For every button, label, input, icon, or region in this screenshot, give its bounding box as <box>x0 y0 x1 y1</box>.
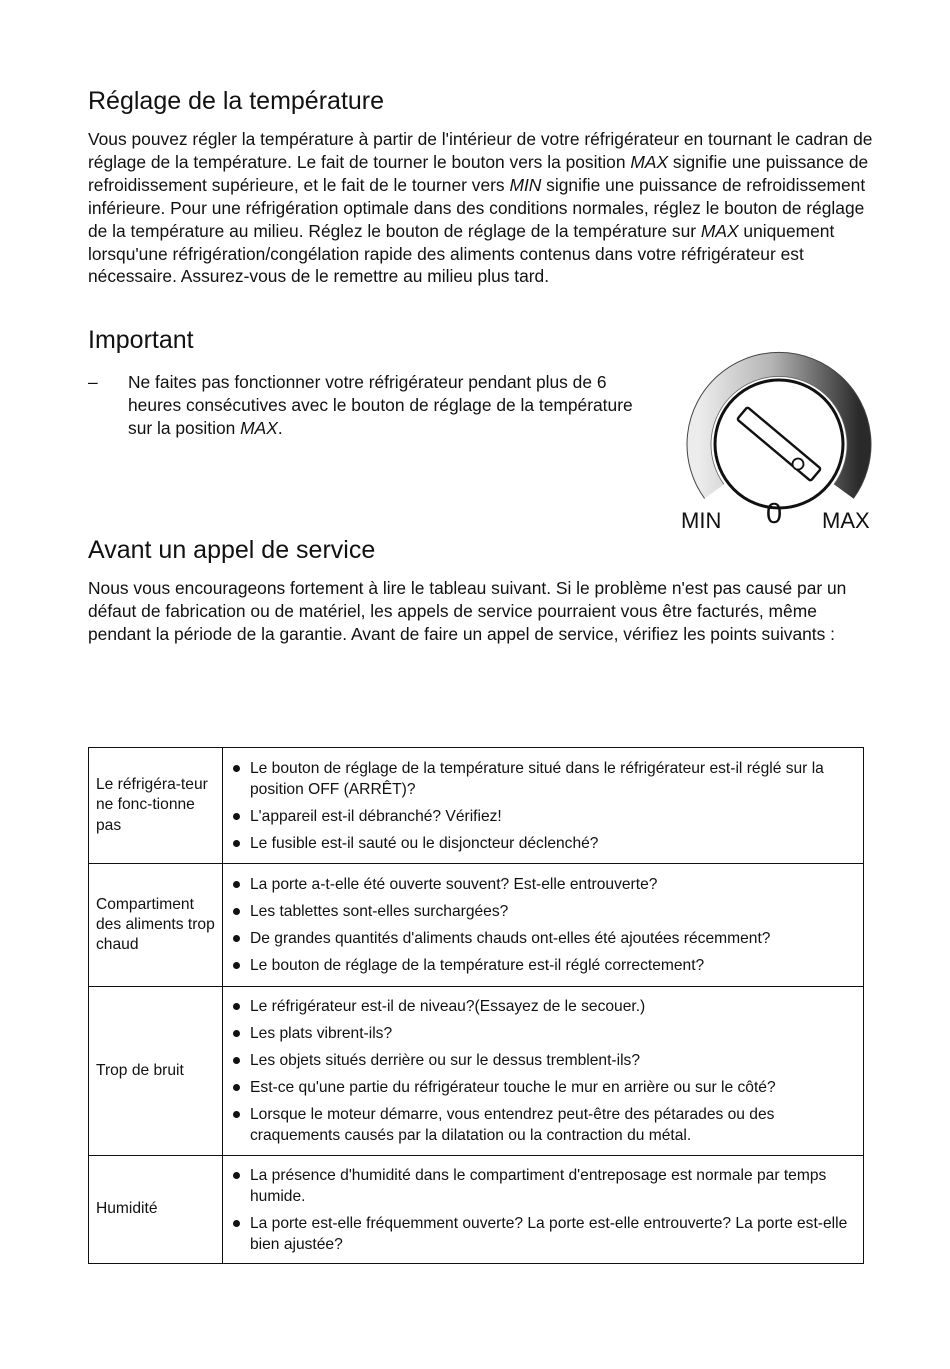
problem-cell: Compartiment des aliments trop chaud <box>89 864 223 987</box>
dial-min-label: MIN <box>681 508 722 533</box>
temperature-text-2: signifie une puissance de refroidissement supérieure, et le fait de le tourner vers <box>88 151 869 195</box>
min-word: MIN <box>509 174 542 195</box>
dial-zero-label: 0 <box>766 498 783 530</box>
list-item: Les plats vibrent-ils? <box>232 1023 855 1044</box>
temperature-heading: Réglage de la température <box>88 87 385 115</box>
troubleshooting-table <box>88 747 864 1264</box>
list-item: Lorsque le moteur démarre, vous entendrez peut-être des pétarades ou des craquements causés par la dilatation ou la contraction du métal. <box>232 1104 855 1146</box>
list-item: Le bouton de réglage de la température situé dans le réfrigérateur est-il réglé sur la position OFF (ARRÊT)? <box>232 758 855 800</box>
temperature-text-4: uniquement lorsqu'une réfrigération/congélation rapide des aliments contenus dans votre réfrigérateur est nécessaire. Assurez-vous de le remettre au milieu plus tard. <box>88 220 835 287</box>
temperature-text-3: signifie une puissance de refroidissement inférieure. Pour une réfrigération optimale dans des conditions normales, réglez le bouton de réglage de la température au milieu. Réglez le bouton de réglage de la température sur <box>88 174 866 241</box>
list-item: Est-ce qu'une partie du réfrigérateur touche le mur en arrière ou sur le côté? <box>232 1077 855 1098</box>
table-row <box>89 987 864 1156</box>
max-word: MAX <box>240 417 278 438</box>
temperature-text-1: Vous pouvez régler la température à partir de l'intérieur de votre réfrigérateur en tournant le cadran de réglage de la température. Le fait de tourner le bouton vers la position <box>88 129 873 172</box>
temperature-dial-illustration <box>675 342 885 538</box>
list-item: De grandes quantités d'aliments chauds ont-elles été ajoutées récemment? <box>232 928 855 949</box>
dash-bullet: – <box>88 372 98 392</box>
list-item: La porte a-t-elle été ouverte souvent? Est-elle entrouverte? <box>232 874 855 895</box>
checks-cell <box>223 1156 864 1264</box>
service-heading: Avant un appel de service <box>88 536 376 564</box>
temperature-paragraph <box>88 128 878 288</box>
knob-indicator-dot <box>793 459 804 470</box>
checks-cell <box>223 864 864 987</box>
table-row <box>89 1156 864 1264</box>
checks-list <box>232 758 855 854</box>
checks-list <box>232 1165 855 1255</box>
important-text-1: Ne faites pas fonctionner votre réfrigérateur pendant plus de 6 heures consécutives avec le bouton de réglage de la température sur la position <box>128 372 633 438</box>
table-row <box>89 748 864 864</box>
list-item: Le fusible est-il sauté ou le disjoncteur déclenché? <box>232 833 855 854</box>
list-item: La présence d'humidité dans le compartiment d'entreposage est normale par temps humide. <box>232 1165 855 1207</box>
problem-cell: Humidité <box>89 1156 223 1264</box>
list-item: Le bouton de réglage de la température est-il réglé correctement? <box>232 955 855 976</box>
dial-max-label: MAX <box>822 508 870 533</box>
checks-cell <box>223 987 864 1156</box>
important-heading: Important <box>88 326 194 354</box>
checks-list <box>232 874 855 976</box>
problem-cell: Trop de bruit <box>89 987 223 1156</box>
important-text <box>128 371 648 440</box>
checks-list <box>232 996 855 1146</box>
service-paragraph: Nous vous encourageons fortement à lire le tableau suivant. Si le problème n'est pas causé par un défaut de fabrication ou de matériel, les appels de service pourraient vous être facturés, même pendant la période de la garantie. Avant de faire un appel de service, vérifiez les points suivants : <box>88 578 847 644</box>
list-item: L'appareil est-il débranché? Vérifiez! <box>232 806 855 827</box>
list-item: La porte est-elle fréquemment ouverte? La porte est-elle entrouverte? La porte est-elle bien ajustée? <box>232 1213 855 1255</box>
max-word: MAX <box>700 220 739 241</box>
problem-cell: Le réfrigéra-teur ne fonc-tionne pas <box>89 748 223 864</box>
max-word: MAX <box>630 151 669 172</box>
list-item: Les tablettes sont-elles surchargées? <box>232 901 855 922</box>
list-item: Le réfrigérateur est-il de niveau?(Essayez de le secouer.) <box>232 996 855 1017</box>
table-row <box>89 864 864 987</box>
checks-cell <box>223 748 864 864</box>
list-item: Les objets situés derrière ou sur le dessus tremblent-ils? <box>232 1050 855 1071</box>
important-text-2: . <box>277 417 283 438</box>
